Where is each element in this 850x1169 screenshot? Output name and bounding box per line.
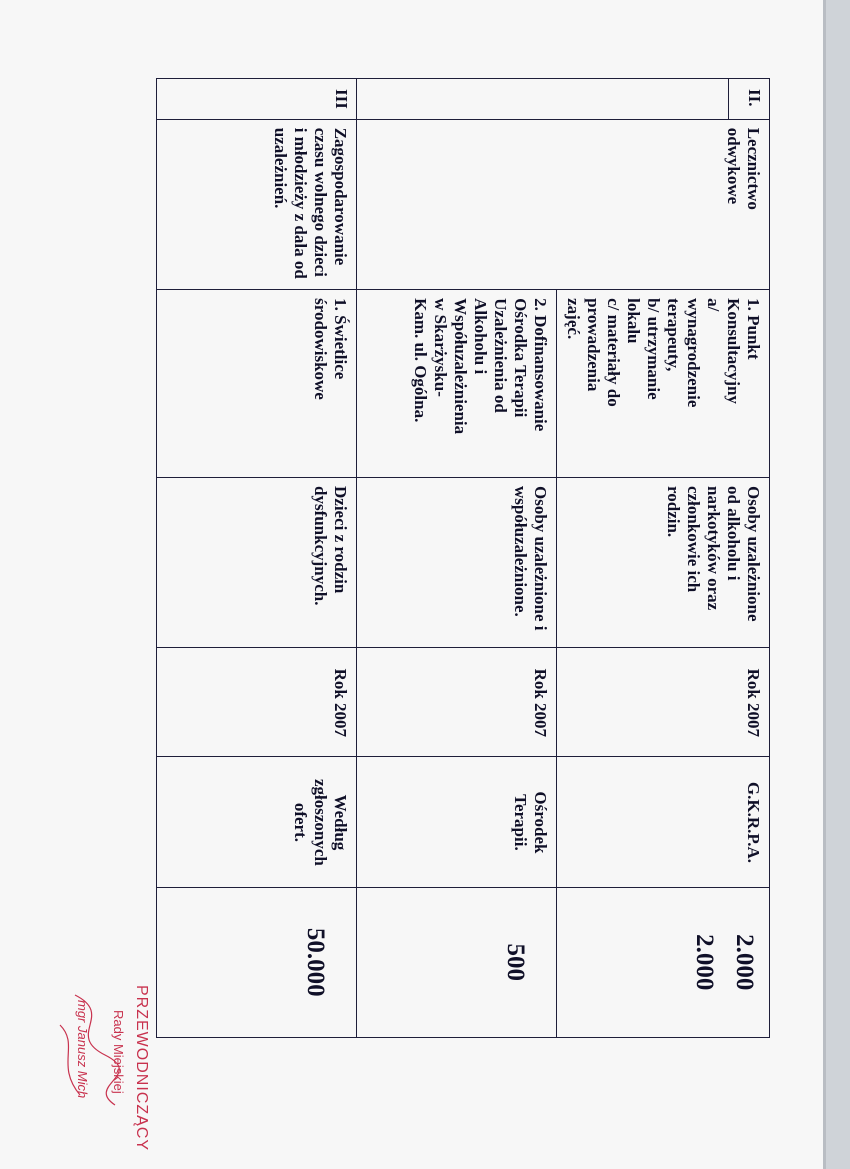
area-text: Lecznictwo odwykowe bbox=[724, 127, 763, 210]
task-text: 2. Dofinansowanie Ośrodka Terapii Uzależnienia od Alkoholu i Współuzależnienia w Skarżysku- Kam. ul. Ogólna. bbox=[411, 298, 550, 435]
amount-cell bbox=[357, 887, 557, 1038]
recipients-cell bbox=[157, 478, 357, 648]
executor-text: G.K.R.P.A. bbox=[744, 781, 763, 863]
term-text: Rok 2007 bbox=[331, 668, 350, 738]
term-cell bbox=[357, 648, 557, 757]
amount-text: 50.000 bbox=[302, 927, 329, 997]
task-cell bbox=[357, 290, 557, 478]
task-cell bbox=[157, 290, 357, 478]
area-text: Zagospodarowanie czasu wolnego dzieci i młodzieży z dala od uzależnień. bbox=[271, 127, 350, 279]
section-number-spacer bbox=[357, 79, 729, 120]
term-cell bbox=[557, 648, 770, 757]
stamp-title: PRZEWODNICZĄCY bbox=[133, 985, 150, 1151]
term-cell bbox=[157, 648, 357, 757]
task-cell bbox=[557, 290, 770, 478]
amount-text: 2.000 bbox=[731, 934, 758, 991]
task-text: 1. Świetlice środowiskowe bbox=[311, 298, 350, 400]
table-row bbox=[729, 79, 770, 1038]
amount-text-total: 2.000 bbox=[691, 934, 718, 991]
area-cell bbox=[157, 119, 357, 289]
executor-cell bbox=[157, 757, 357, 887]
section-number-cell bbox=[729, 79, 770, 120]
recipients-cell bbox=[357, 478, 557, 648]
executor-cell bbox=[557, 757, 770, 887]
executor-cell bbox=[357, 757, 557, 887]
recipients-text: Dzieci z rodzin dysfunkcyjnych. bbox=[311, 486, 350, 606]
executor-text: Według zgłoszonych ofert. bbox=[291, 778, 350, 866]
amount-text: 500 bbox=[502, 943, 529, 981]
task-text: 1. Punkt Konsultacyjny a/ wynagrodzenie terapeuty, b/ utrzymanie lokalu c/ materiały do prowadzenia zajęć. bbox=[564, 298, 763, 408]
recipients-text: Osoby uzależnione i współuzależnione. bbox=[511, 486, 550, 631]
stamp-name: mgr Janusz Mich bbox=[75, 1000, 90, 1099]
recipients-cell bbox=[557, 478, 770, 648]
section-number: II. bbox=[745, 89, 764, 107]
area-cell bbox=[357, 119, 770, 289]
amount-cell bbox=[157, 887, 357, 1038]
executor-text: Ośrodek Terapii. bbox=[511, 791, 550, 854]
recipients-text: Osoby uzależnione od alkoholu i narkotyków oraz członkowie ich rodzin. bbox=[664, 486, 763, 622]
program-table bbox=[156, 78, 770, 1038]
stamp-subtitle: Rady Miejskiej bbox=[111, 1010, 126, 1094]
term-text: Rok 2007 bbox=[744, 668, 763, 738]
section-number: III bbox=[332, 89, 351, 109]
section-number-cell bbox=[157, 79, 357, 120]
signature-icon bbox=[50, 985, 135, 1125]
table-row bbox=[157, 79, 357, 1038]
amount-cell bbox=[557, 887, 770, 1038]
term-text: Rok 2007 bbox=[531, 668, 550, 738]
